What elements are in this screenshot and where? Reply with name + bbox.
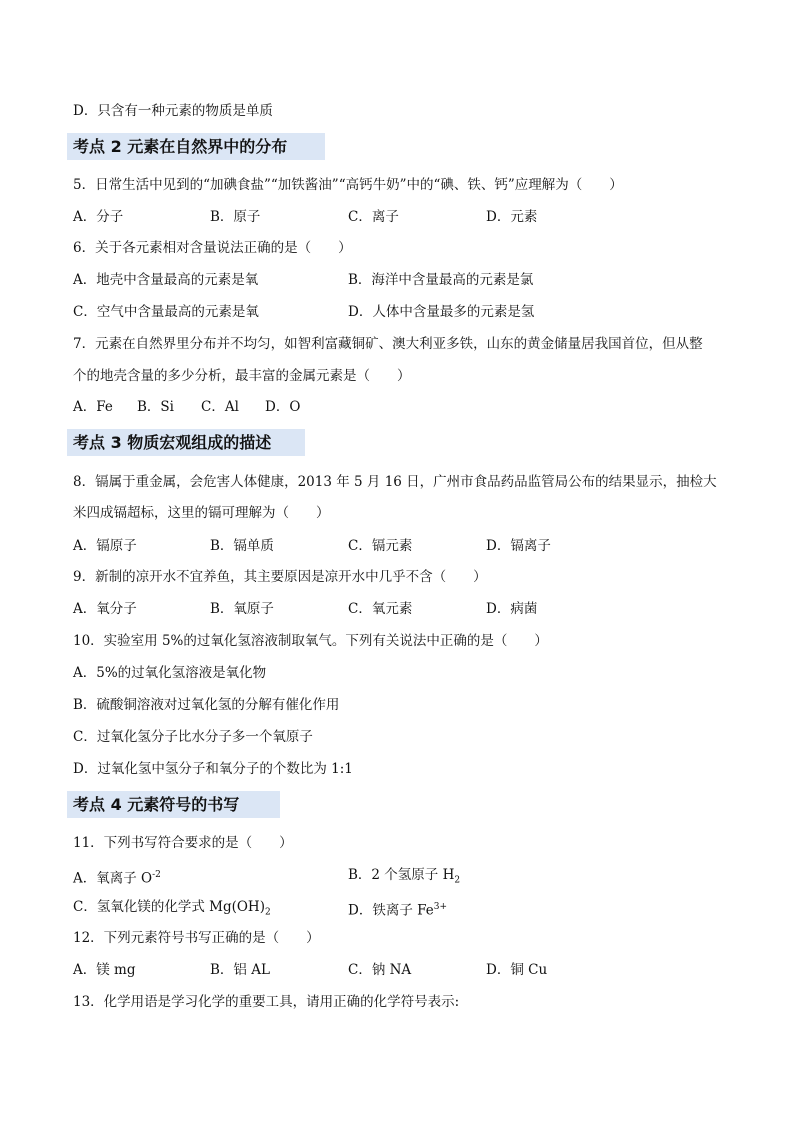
q5-option-b: B．原子 — [210, 209, 261, 225]
q6-option-a: A．地壳中含量最高的元素是氧 — [73, 272, 259, 288]
q5-option-d: D．元素 — [486, 209, 538, 225]
question-6: 6．关于各元素相对含量说法正确的是（ ） — [73, 240, 352, 256]
q11-option-a-text: A．氧离子 O — [73, 870, 153, 887]
q9-option-c: C．氧元素 — [348, 601, 413, 617]
q10-option-d: D．过氧化氢中氢分子和氧分子的个数比为 1:1 — [73, 761, 353, 777]
question-7-line-2: 个的地壳含量的多少分析，最丰富的金属元素是（ ） — [73, 368, 411, 384]
q11-option-b-text: B．2 个氢原子 H — [348, 867, 455, 883]
q7-option-c: C．Al — [201, 399, 239, 415]
q11-option-c — [73, 897, 271, 923]
q12-option-a: A．镁 mg — [73, 962, 136, 978]
q11-option-b-subscript: 2 — [454, 875, 461, 886]
q5-option-c: C．离子 — [348, 209, 399, 225]
question-13: 13．化学用语是学习化学的重要工具，请用正确的化学符号表示: — [73, 994, 460, 1010]
q11-option-b — [348, 865, 460, 891]
question-5: 5．日常生活中见到的“加碘食盐”“加铁酱油”“高钙牛奶”中的“碘、铁、钙”应理解为（ ） — [73, 177, 623, 193]
q7-option-b: B．Si — [137, 399, 174, 415]
q10-option-c: C．过氧化氢分子比水分子多一个氧原子 — [73, 729, 313, 745]
q12-option-b: B．铝 AL — [210, 962, 270, 978]
q6-option-d: D．人体中含量最多的元素是氢 — [348, 304, 535, 320]
q11-option-d — [348, 897, 447, 921]
question-10: 10．实验室用 5%的过氧化氢溶液制取氧气。下列有关说法中正确的是（ ） — [73, 633, 548, 649]
question-8-line-1: 8．镉属于重金属，会危害人体健康，2013 年 5 月 16 日，广州市食品药品监管局公布的结果显示，抽检大 — [73, 474, 717, 490]
q11-option-c-text: C．氢氧化镁的化学式 Mg(OH) — [73, 899, 265, 915]
q11-option-d-text: D．铁离子 Fe — [348, 902, 434, 919]
q5-option-a: A．分子 — [73, 209, 124, 225]
q6-option-b: B．海洋中含量最高的元素是氯 — [348, 272, 534, 288]
q9-option-b: B．氧原子 — [210, 601, 274, 617]
question-8-line-2: 米四成镉超标，这里的镉可理解为（ ） — [73, 505, 330, 521]
q7-option-a: A．Fe — [73, 399, 113, 415]
q10-option-b: B．硫酸铜溶液对过氧化氢的分解有催化作用 — [73, 697, 340, 713]
question-11: 11．下列书写符合要求的是（ ） — [73, 835, 293, 851]
q6-option-c: C．空气中含量最高的元素是氧 — [73, 304, 259, 320]
question-7-line-1: 7．元素在自然界里分布并不均匀，如智利富藏铜矿、澳大利亚多铁，山东的黄金储量居我国首位，但从整 — [73, 336, 703, 352]
q10-option-a: A．5%的过氧化氢溶液是氧化物 — [73, 665, 267, 681]
question-12: 12．下列元素符号书写正确的是（ ） — [73, 930, 320, 946]
q11-option-d-superscript: 3+ — [433, 902, 448, 912]
q11-option-a — [73, 865, 161, 889]
section-banner-2: 考点 2 元素在自然界中的分布 — [67, 133, 325, 160]
q11-option-a-superscript: -2 — [152, 870, 161, 880]
section-banner-3: 考点 3 物质宏观组成的描述 — [67, 429, 305, 456]
section-banner-4: 考点 4 元素符号的书写 — [67, 791, 280, 818]
q12-option-c: C．钠 NA — [348, 962, 412, 978]
q8-option-c: C．镉元素 — [348, 538, 413, 554]
q8-option-d: D．镉离子 — [486, 538, 551, 554]
q8-option-a: A．镉原子 — [73, 538, 137, 554]
q9-option-d: D．病菌 — [486, 601, 538, 617]
q7-option-d: D．O — [265, 399, 301, 415]
q8-option-b: B．镉单质 — [210, 538, 274, 554]
q9-option-a: A．氧分子 — [73, 601, 137, 617]
q12-option-d: D．铜 Cu — [486, 962, 548, 978]
question-9: 9．新制的凉开水不宜养鱼，其主要原因是凉开水中几乎不含（ ） — [73, 569, 487, 585]
q11-option-c-subscript: 2 — [264, 907, 271, 918]
option-d-previous: D．只含有一种元素的物质是单质 — [73, 103, 273, 119]
